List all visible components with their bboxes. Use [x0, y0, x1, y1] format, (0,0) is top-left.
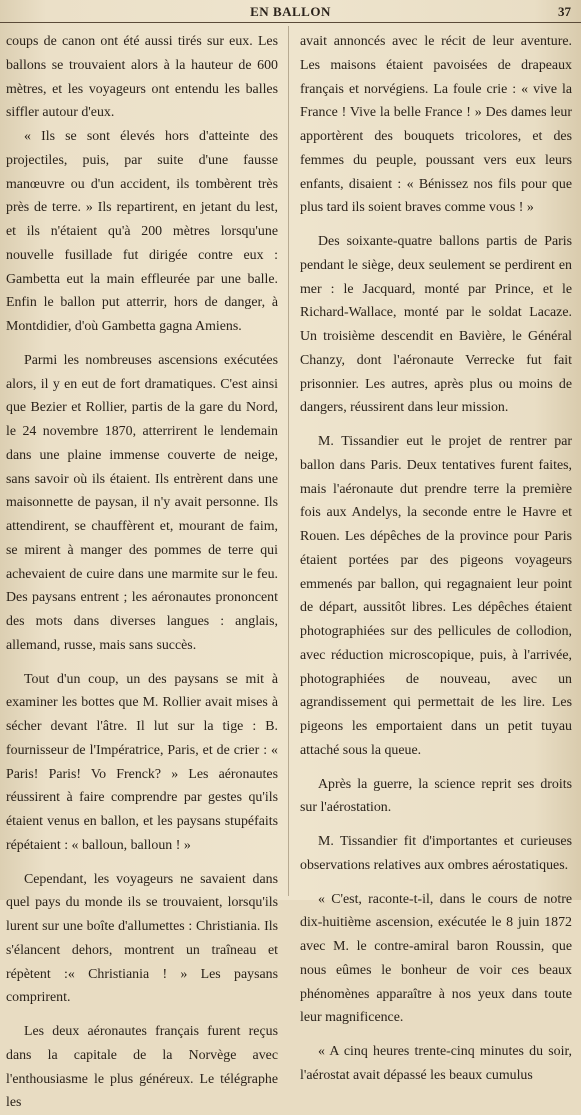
- paragraph: Tout d'un coup, un des paysans se mit à examiner les bottes que M. Rollier avait mises à sécher devant l'âtre. Il lut sur la tige : B. fournisseur de l'Impératrice, Paris, et de crier : « Paris! Paris! Vo Frenck? » Les aéronautes réussirent à faire comprendre par gestes qu'ils étaient venus en ballon, et les paysans stupéfaits répétaient : « balloun, balloun ! »: [6, 671, 278, 853]
- paragraph: Après la guerre, la science reprit ses droits sur l'aérostation.: [300, 776, 572, 816]
- running-title: EN BALLON: [250, 4, 331, 19]
- right-column: [300, 30, 572, 1088]
- paragraph: Cependant, les voyageurs ne savaient dans quel pays du monde ils se trouvaient, lorsqu'ils lurent sur une boîte d'allumettes : Christiania. Ils s'élancent dehors, montrent un traîneau et répètent :« Christiania ! » Les paysans comprirent.: [6, 871, 278, 1006]
- paragraph: « A cinq heures trente-cinq minutes du soir, l'aérostat avait dépassé les beaux cumulus: [300, 1044, 572, 1083]
- paragraph: « Ils se sont élevés hors d'atteinte des projectiles, puis, par suite d'une fausse manœuvre ou d'un accident, ils tombèrent très près de terre. » Ils repartirent, en jetant du lest, et ils n'étaient qu'à 200 mètres lorsqu'une nouvelle fusillade fut dirigée contre eux : Gambetta eut la main effleurée par une balle. Enfin le ballon put atterrir, hors de danger, à Montdidier, d'où Gambetta gagna Amiens.: [6, 129, 278, 334]
- header-rule: [0, 22, 581, 23]
- paragraph: « C'est, raconte-t-il, dans le cours de notre dix-huitième ascension, exécutée le 8 juin 1872 avec M. le contre-amiral baron Roussin, que nous eûmes le bonheur de voir ces beaux phénomènes apparaître à nos yeux dans toute leur magnificence.: [300, 891, 572, 1026]
- column-divider: [288, 26, 289, 896]
- paragraph: avait annoncés avec le récit de leur aventure. Les maisons étaient pavoisées de drapeaux français et norvégiens. La foule crie : « vive la France ! Vive la belle France ! » Des dames leur apportèrent des bouquets tricolores, et des femmes du peuple, poussant vers eux leurs enfants, disaient : « Bénissez nos fils pour que plus tard ils soient braves comme vous ! »: [300, 34, 572, 216]
- paragraph: Des soixante-quatre ballons partis de Paris pendant le siège, deux seulement se perdirent en mer : le Jacquard, monté par Prince, et le Richard-Wallace, monté par le soldat Lacaze. Un troisième descendit en Bavière, le Général Chanzy, dont l'aéronaute Verrecke fut fait prisonnier. Les autres, après plus ou moins de dangers, réussirent dans leur mission.: [300, 234, 572, 416]
- page-number: 37: [558, 4, 571, 19]
- left-column: [6, 30, 278, 1115]
- paragraph: Parmi les nombreuses ascensions exécutées alors, il y en eut de fort dramatiques. C'est ainsi que Bezier et Rollier, partis de la gare du Nord, le 24 novembre 1870, atterrirent le lendemain dans une plaine immense couverte de neige, sans savoir où ils étaient. Ils entrèrent dans une maisonnette de paysan, il n'y avait personne. Ils attendirent, se chauffèrent et, mourant de faim, se mirent à manger des pommes de terre qui achevaient de cuire dans une marmite sur le feu. Des paysans entrent ; les aéronautes prononcent des mots dans diverses langues : anglais, allemand, russe, mais sans succès.: [6, 352, 278, 653]
- paragraph: Les deux aéronautes français furent reçus dans la capitale de la Norvège avec l'enthousiasme le plus généreux. Le télégraphe les: [6, 1024, 278, 1111]
- paragraph: M. Tissandier eut le projet de rentrer par ballon dans Paris. Deux tentatives furent faites, mais l'aéronaute dut prendre terre la première fois aux Andelys, la seconde entre le Havre et Rouen. Les dépêches de la province pour Paris étaient portées par des pigeons voyageurs emmenés par ballon, qui regagnaient leur point de départ, aussitôt libres. Les dépêches étaient photographiées sur des pellicules de collodion, avec réduction microscopique, puis, à l'arrivée, photographiées de nouveau, avec un agrandissement qui permettait de les lire. Les pigeons les emportaient dans un petit tuyau attaché sous la queue.: [300, 434, 572, 758]
- paragraph: M. Tissandier fit d'importantes et curieuses observations relatives aux ombres aérostatiques.: [300, 834, 572, 873]
- page-header: [0, 0, 581, 24]
- paragraph: coups de canon ont été aussi tirés sur eux. Les ballons se trouvaient alors à la hauteur de 600 mètres, et les voyageurs ont entendu les balles siffler autour d'eux.: [6, 34, 278, 121]
